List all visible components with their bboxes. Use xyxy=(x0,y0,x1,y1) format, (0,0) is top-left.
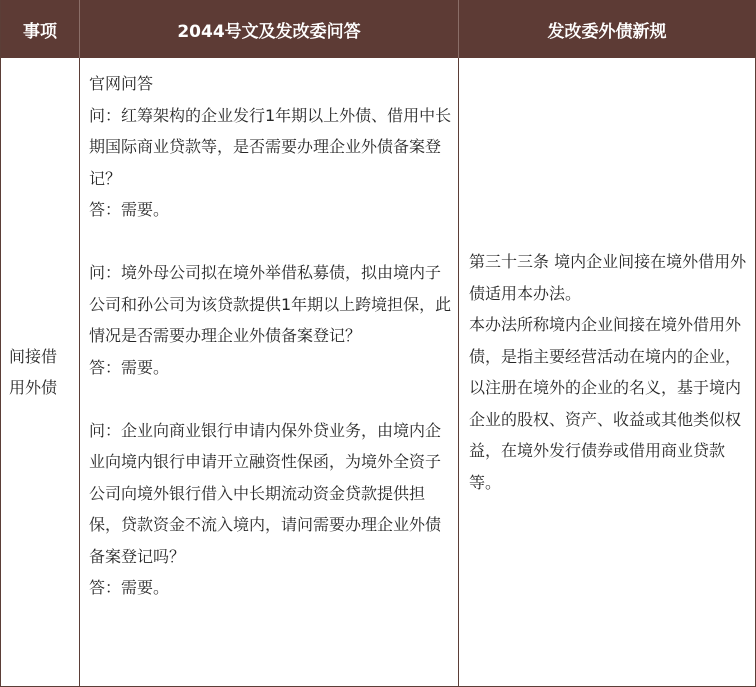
header-qa: 2044号文及发改委问答 xyxy=(80,0,459,58)
question-2: 问：境外母公司拟在境外举借私募债，拟由境内子公司和孙公司为该贷款提供1年期以上跨境担保，此情况是否需要办理企业外债备案登记？ xyxy=(89,263,452,345)
rule-article-33: 第三十三条 境内企业间接在境外借用外债适用本办法。 xyxy=(469,252,747,303)
header-new-rule: 发改委外债新规 xyxy=(547,21,667,42)
rule-cell xyxy=(459,58,755,686)
question-3: 问：企业向商业银行申请内保外贷业务，由境内企业向境内银行申请开立融资性保函，为境外全资子公司向境外银行借入中长期流动资金贷款提供担保，贷款资金不流入境内，请问需要办理企业外债备案登记吗？ xyxy=(89,420,442,566)
answer-3: 答：需要。 xyxy=(89,578,170,597)
rule-text xyxy=(469,246,753,498)
item-label: 间接借用外债 xyxy=(9,347,58,397)
answer-2: 答：需要。 xyxy=(89,357,170,377)
answer-1: 答：需要。 xyxy=(89,200,170,219)
table-row xyxy=(1,58,755,686)
table-header xyxy=(1,0,755,58)
spacer xyxy=(89,226,454,258)
spacer xyxy=(89,383,454,415)
header-item: 事项 xyxy=(1,0,80,58)
qa-source: 官网问答 xyxy=(89,74,154,93)
item-cell xyxy=(1,58,80,686)
rule-definition: 本办法所称境内企业间接在境外借用外债，是指主要经营活动在境内的企业，以注册在境外的企业的名义，基于境内企业的股权、资产、收益或其他类似权益，在境外发行债券或借用商业贷款等。 xyxy=(469,315,742,492)
question-1: 问：红筹架构的企业发行1年期以上外债、借用中长期国际商业贷款等，是否需要办理企业外债备案登记？ xyxy=(89,105,452,188)
qa-cell xyxy=(80,58,459,686)
